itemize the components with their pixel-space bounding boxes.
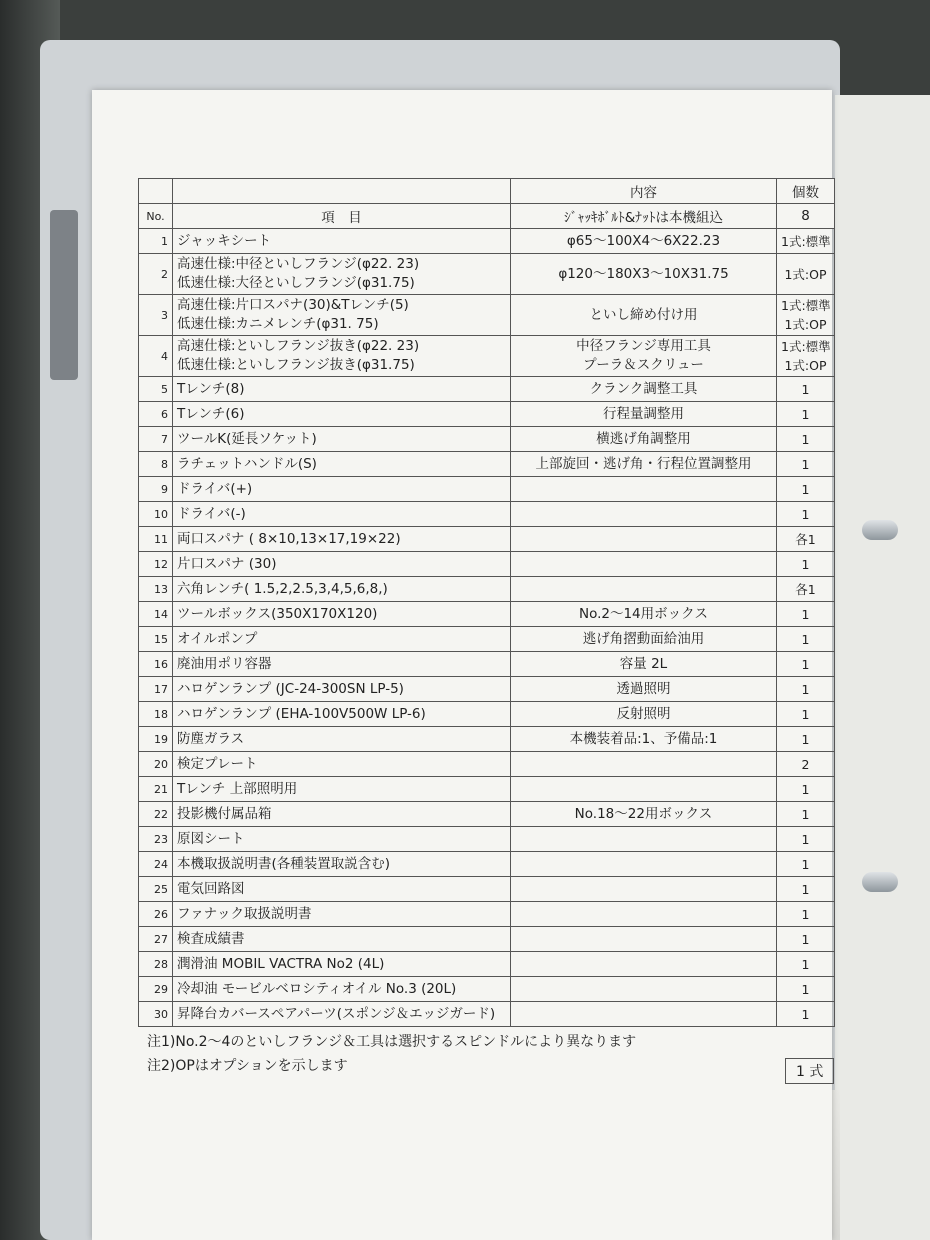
- row-desc-text: クランク調整工具: [589, 380, 698, 397]
- jack-bolt-qty: 8: [777, 204, 835, 229]
- row-qty: [777, 295, 835, 336]
- row-item-text: 高速仕様:中径といしフランジ(φ22. 23): [177, 256, 420, 272]
- row-qty-text: 1: [801, 681, 810, 697]
- row-desc-text: No.2～14用ボックス: [578, 605, 709, 622]
- row-no: [139, 827, 173, 852]
- row-item-text: 高速仕様:片口スパナ(30)&Tレンチ(5): [177, 297, 409, 313]
- row-no-text: 27: [154, 932, 168, 946]
- row-desc: [511, 852, 777, 877]
- row-qty-text: 1式:標準: [781, 233, 831, 249]
- row-no-text: 22: [154, 807, 168, 821]
- header-qty: 個数: [777, 179, 835, 204]
- row-desc: [511, 927, 777, 952]
- row-qty-text: 各1: [795, 531, 816, 547]
- row-qty: [777, 336, 835, 377]
- row-no-text: 15: [154, 632, 168, 646]
- last-qty-cell: 1 式: [785, 1058, 834, 1084]
- row-qty-text: 1: [801, 706, 810, 722]
- row-item: [173, 1002, 511, 1027]
- row-no-text: 9: [161, 482, 168, 496]
- row-desc: [511, 777, 777, 802]
- row-no: [139, 602, 173, 627]
- row-qty-text: 1: [801, 456, 810, 472]
- row-no-text: 8: [161, 457, 168, 471]
- row-item-text: 昇降台カバースペアパーツ(スポンジ＆エッジガード): [177, 1005, 496, 1022]
- row-desc: [511, 877, 777, 902]
- table-row: [139, 295, 835, 336]
- row-desc-text: 本機装着品:1、予備品:1: [569, 730, 718, 747]
- row-qty-text: 1: [801, 656, 810, 672]
- row-desc-text: 横逃げ角調整用: [596, 430, 691, 447]
- row-desc: [511, 702, 777, 727]
- row-qty-text: 1: [801, 556, 810, 572]
- row-qty-text: 1: [801, 806, 810, 822]
- row-no: [139, 977, 173, 1002]
- row-qty: [777, 577, 835, 602]
- row-item-text: 片口スパナ (30): [177, 555, 277, 572]
- table-row: [139, 602, 835, 627]
- row-item-text: 両口スパナ ( 8×10,13×17,19×22): [177, 530, 401, 547]
- row-item: [173, 827, 511, 852]
- row-desc: [511, 977, 777, 1002]
- row-no: [139, 952, 173, 977]
- table-row: [139, 977, 835, 1002]
- row-no-text: 10: [154, 507, 168, 521]
- footnotes: [147, 1030, 636, 1078]
- table-row: [139, 802, 835, 827]
- jack-bolt-note: ｼﾞｬｯｷﾎﾞﾙﾄ&ﾅｯﾄは本機組込: [511, 204, 777, 229]
- row-item-text: 六角レンチ( 1.5,2,2.5,3,4,5,6,8,): [177, 580, 388, 597]
- row-qty-text: 1式:OP: [784, 266, 827, 282]
- row-desc: [511, 336, 777, 377]
- row-no-text: 6: [161, 407, 168, 421]
- row-qty-text: 1式:OP: [784, 358, 827, 373]
- table-row: [139, 852, 835, 877]
- row-item-text: 原図シート: [177, 830, 245, 847]
- row-qty-text: 1: [801, 881, 810, 897]
- row-item: [173, 527, 511, 552]
- row-item: [173, 777, 511, 802]
- row-qty: [777, 527, 835, 552]
- row-item-text: 低速仕様:大径といしフランジ(φ31.75): [177, 275, 415, 291]
- table-row: [139, 777, 835, 802]
- row-item: [173, 377, 511, 402]
- row-qty-text: 1: [801, 381, 810, 397]
- row-desc: [511, 602, 777, 627]
- row-item: [173, 477, 511, 502]
- row-qty: [777, 477, 835, 502]
- row-qty: [777, 229, 835, 254]
- row-item-text: Tレンチ(6): [177, 405, 245, 422]
- row-qty: [777, 427, 835, 452]
- row-no: [139, 295, 173, 336]
- row-desc: [511, 502, 777, 527]
- row-no: [139, 877, 173, 902]
- row-item-text: 低速仕様:といしフランジ抜き(φ31.75): [177, 357, 415, 373]
- row-item-text: ハロゲンランプ (EHA-100V500W LP-6): [177, 705, 426, 722]
- row-no-text: 18: [154, 707, 168, 721]
- table-row: [139, 652, 835, 677]
- row-qty-text: 1: [801, 956, 810, 972]
- row-qty: [777, 902, 835, 927]
- row-qty-text: 1: [801, 431, 810, 447]
- row-item: [173, 802, 511, 827]
- row-desc: [511, 902, 777, 927]
- row-qty: [777, 702, 835, 727]
- row-no: [139, 1002, 173, 1027]
- row-item-text: ツールK(延長ソケット): [177, 430, 317, 447]
- row-item: [173, 602, 511, 627]
- row-desc-text: φ120～180X3～10X31.75: [558, 265, 729, 282]
- table-row: [139, 502, 835, 527]
- binder-index-tab: [50, 210, 78, 380]
- row-no-text: 12: [154, 557, 168, 571]
- row-qty: [777, 852, 835, 877]
- row-qty: [777, 452, 835, 477]
- footnote-2: 注2)OPはオプションを示します: [147, 1058, 348, 1074]
- row-item: [173, 927, 511, 952]
- row-desc: [511, 552, 777, 577]
- row-qty: [777, 802, 835, 827]
- row-no-text: 14: [154, 607, 168, 621]
- row-qty-text: 1: [801, 981, 810, 997]
- row-no-text: 4: [161, 349, 168, 363]
- row-desc-text: プーラ＆スクリュー: [583, 357, 704, 373]
- column-no: No.: [139, 204, 173, 229]
- row-no-text: 1: [161, 234, 168, 248]
- row-no: [139, 336, 173, 377]
- subheader-row: [139, 204, 835, 229]
- table-row: [139, 727, 835, 752]
- row-no-text: 3: [161, 308, 168, 322]
- table-row: [139, 702, 835, 727]
- row-qty-text: 1: [801, 906, 810, 922]
- table-row: [139, 336, 835, 377]
- binder-ring-top: [862, 520, 898, 540]
- row-desc: [511, 254, 777, 295]
- row-item-text: ジャッキシート: [177, 232, 272, 249]
- row-no-text: 2: [161, 267, 168, 281]
- row-desc: [511, 229, 777, 254]
- row-no-text: 21: [154, 782, 168, 796]
- row-qty: [777, 602, 835, 627]
- row-desc: [511, 577, 777, 602]
- row-item-text: 検査成績書: [177, 930, 245, 947]
- table-row: [139, 902, 835, 927]
- row-no: [139, 229, 173, 254]
- row-item: [173, 877, 511, 902]
- row-item-text: 高速仕様:といしフランジ抜き(φ22. 23): [177, 338, 420, 354]
- row-qty: [777, 977, 835, 1002]
- row-no-text: 17: [154, 682, 168, 696]
- row-qty: [777, 1002, 835, 1027]
- row-item-text: Tレンチ 上部照明用: [177, 780, 298, 797]
- row-qty-text: 1式:標準: [781, 298, 831, 313]
- row-qty: [777, 877, 835, 902]
- row-qty-text: 1: [801, 1006, 810, 1022]
- row-item-text: 低速仕様:カニメレンチ(φ31. 75): [177, 316, 379, 332]
- row-no: [139, 552, 173, 577]
- row-item-text: ハロゲンランプ (JC-24-300SN LP-5): [177, 680, 404, 697]
- row-desc: [511, 377, 777, 402]
- row-no: [139, 627, 173, 652]
- row-no-text: 26: [154, 907, 168, 921]
- row-no: [139, 927, 173, 952]
- row-desc: [511, 627, 777, 652]
- row-qty: [777, 502, 835, 527]
- row-item-text: 冷却油 モービルベロシティオイル No.3 (20L): [177, 980, 457, 997]
- row-desc: [511, 727, 777, 752]
- accessories-table: [138, 178, 835, 1027]
- table-row: [139, 1002, 835, 1027]
- table-row: [139, 577, 835, 602]
- row-no: [139, 377, 173, 402]
- row-desc: [511, 652, 777, 677]
- row-item-text: 防塵ガラス: [177, 730, 245, 747]
- table-row: [139, 427, 835, 452]
- table-row: [139, 752, 835, 777]
- row-qty: [777, 727, 835, 752]
- header-row: [139, 179, 835, 204]
- row-qty-text: 各1: [795, 581, 816, 597]
- row-no-text: 11: [154, 532, 168, 546]
- row-no-text: 28: [154, 957, 168, 971]
- row-qty: [777, 377, 835, 402]
- row-desc: [511, 402, 777, 427]
- row-no-text: 24: [154, 857, 168, 871]
- row-item-text: 電気回路図: [177, 880, 245, 897]
- row-item-text: 廃油用ポリ容器: [177, 655, 272, 672]
- row-qty: [777, 552, 835, 577]
- row-no: [139, 402, 173, 427]
- row-desc-text: 反射照明: [616, 705, 671, 722]
- row-item: [173, 552, 511, 577]
- row-item-text: オイルポンプ: [177, 630, 258, 647]
- row-item-text: 潤滑油 MOBIL VACTRA No2 (4L): [177, 955, 385, 972]
- row-no-text: 30: [154, 1007, 168, 1021]
- row-qty: [777, 254, 835, 295]
- header-no: [139, 179, 173, 204]
- table-row: [139, 377, 835, 402]
- row-no: [139, 477, 173, 502]
- row-no: [139, 852, 173, 877]
- row-desc-text: φ65～100X4～6X22.23: [566, 232, 721, 249]
- row-desc: [511, 752, 777, 777]
- row-item-text: ラチェットハンドル(S): [177, 455, 317, 472]
- row-item: [173, 427, 511, 452]
- row-qty: [777, 677, 835, 702]
- row-item: [173, 402, 511, 427]
- row-qty-text: 1: [801, 606, 810, 622]
- row-desc: [511, 827, 777, 852]
- table-row: [139, 952, 835, 977]
- row-item: [173, 452, 511, 477]
- row-qty: [777, 827, 835, 852]
- adjacent-page: [835, 95, 930, 1240]
- row-no: [139, 577, 173, 602]
- row-qty-text: 1: [801, 781, 810, 797]
- row-desc: [511, 677, 777, 702]
- row-no-text: 23: [154, 832, 168, 846]
- row-item: [173, 577, 511, 602]
- row-qty-text: 1式:標準: [781, 339, 831, 354]
- row-no-text: 25: [154, 882, 168, 896]
- row-item: [173, 502, 511, 527]
- row-no-text: 16: [154, 657, 168, 671]
- row-item-text: 検定プレート: [177, 755, 258, 772]
- row-desc-text: 中径フランジ専用工具: [576, 338, 711, 354]
- row-item: [173, 652, 511, 677]
- row-no: [139, 777, 173, 802]
- row-item: [173, 229, 511, 254]
- row-qty-text: 1: [801, 481, 810, 497]
- row-qty-text: 2: [801, 756, 810, 772]
- binder-ring-bottom: [862, 872, 898, 892]
- row-qty-text: 1: [801, 831, 810, 847]
- row-desc-text: 逃げ角摺動面給油用: [582, 630, 705, 647]
- table-row: [139, 452, 835, 477]
- row-qty-text: 1: [801, 931, 810, 947]
- row-desc: [511, 527, 777, 552]
- header-desc: 内容: [511, 179, 777, 204]
- row-desc-text: 透過照明: [616, 680, 671, 697]
- row-desc: [511, 1002, 777, 1027]
- row-item-text: 投影機付属品箱: [177, 805, 272, 822]
- table-row: [139, 927, 835, 952]
- row-item: [173, 977, 511, 1002]
- row-item: [173, 254, 511, 295]
- row-item: [173, 852, 511, 877]
- row-item: [173, 902, 511, 927]
- row-item-text: ファナック取扱説明書: [177, 905, 312, 922]
- row-desc-text: 容量 2L: [619, 655, 668, 672]
- row-item: [173, 702, 511, 727]
- row-desc: [511, 295, 777, 336]
- row-item-text: 本機取扱説明書(各種装置取説含む): [177, 855, 391, 872]
- row-no: [139, 702, 173, 727]
- row-qty: [777, 777, 835, 802]
- row-qty-text: 1: [801, 406, 810, 422]
- row-no: [139, 652, 173, 677]
- row-qty: [777, 952, 835, 977]
- row-desc: [511, 952, 777, 977]
- row-desc-text: 行程量調整用: [603, 405, 684, 422]
- table-row: [139, 877, 835, 902]
- row-desc: [511, 477, 777, 502]
- row-desc-text: といし締め付け用: [589, 306, 698, 323]
- row-no-text: 29: [154, 982, 168, 996]
- row-no: [139, 752, 173, 777]
- header-item: [173, 179, 511, 204]
- row-item-text: ツールボックス(350X170X120): [177, 605, 378, 622]
- footnote-1: 注1)No.2～4のといしフランジ＆工具は選択するスピンドルにより異なります: [147, 1034, 637, 1050]
- row-item: [173, 295, 511, 336]
- row-desc: [511, 427, 777, 452]
- row-no: [139, 502, 173, 527]
- row-no-text: 20: [154, 757, 168, 771]
- row-no-text: 7: [161, 432, 168, 446]
- table-row: [139, 254, 835, 295]
- row-qty: [777, 927, 835, 952]
- row-qty-text: 1式:OP: [784, 317, 827, 332]
- row-qty: [777, 402, 835, 427]
- row-qty: [777, 652, 835, 677]
- table-row: [139, 527, 835, 552]
- table-row: [139, 229, 835, 254]
- row-no: [139, 677, 173, 702]
- row-item: [173, 952, 511, 977]
- row-item: [173, 752, 511, 777]
- row-no: [139, 802, 173, 827]
- row-item-text: ドライバ(+): [177, 480, 253, 497]
- row-no-text: 19: [154, 732, 168, 746]
- row-no: [139, 254, 173, 295]
- row-desc: [511, 802, 777, 827]
- row-item: [173, 677, 511, 702]
- column-item: 項 目: [173, 204, 511, 229]
- row-qty-text: 1: [801, 731, 810, 747]
- row-qty-text: 1: [801, 506, 810, 522]
- row-item-text: Tレンチ(8): [177, 380, 245, 397]
- row-item: [173, 336, 511, 377]
- row-qty: [777, 627, 835, 652]
- row-no: [139, 727, 173, 752]
- table-row: [139, 552, 835, 577]
- row-qty: [777, 752, 835, 777]
- row-no-text: 13: [154, 582, 168, 596]
- row-no: [139, 527, 173, 552]
- row-no: [139, 902, 173, 927]
- row-desc-text: No.18～22用ボックス: [574, 805, 713, 822]
- row-item: [173, 627, 511, 652]
- table-row: [139, 402, 835, 427]
- row-qty-text: 1: [801, 631, 810, 647]
- table-row: [139, 477, 835, 502]
- row-desc-text: 上部旋回・逃げ角・行程位置調整用: [535, 455, 752, 472]
- table-row: [139, 677, 835, 702]
- row-desc: [511, 452, 777, 477]
- row-qty-text: 1: [801, 856, 810, 872]
- row-item: [173, 727, 511, 752]
- row-no: [139, 452, 173, 477]
- table-row: [139, 627, 835, 652]
- row-no: [139, 427, 173, 452]
- table-row: [139, 827, 835, 852]
- row-no-text: 5: [161, 382, 168, 396]
- row-item-text: ドライバ(-): [177, 505, 246, 522]
